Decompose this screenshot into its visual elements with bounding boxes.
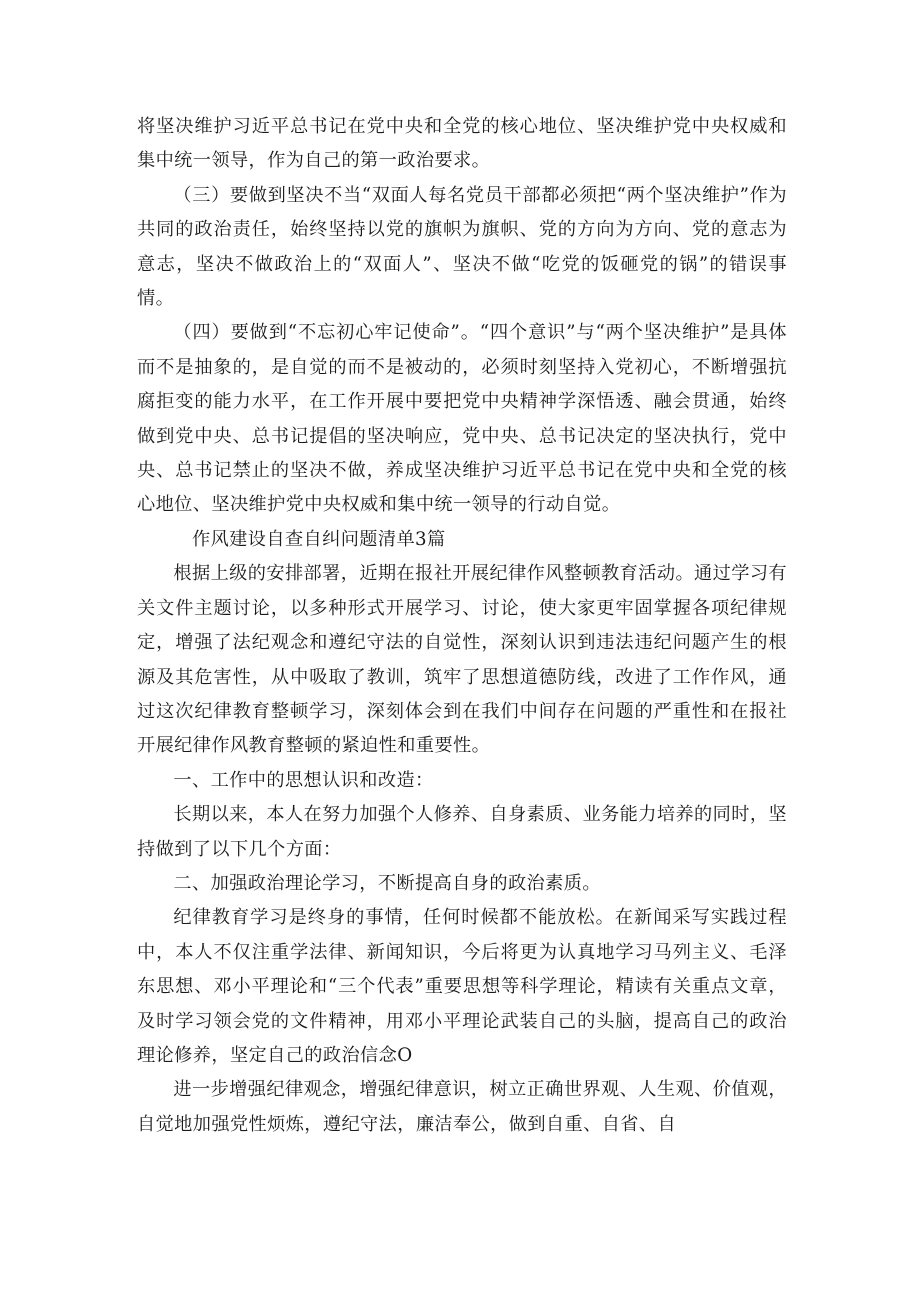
paragraph-2: （三）要做到坚决不当“双面人每名党员干部都必须把“两个坚决维护”作为共同的政治责任，始终坚持以党的旗帜为旗帜、党的方向为方向、党的意志为意志，坚决不做政治上的“双面人”、坚决不做“吃党的饭砸党的锅”的错误事情。 xyxy=(137,184,787,310)
paragraph-6: 长期以来，本人在努力加强个人修养、自身素质、业务能力培养的同时，坚持做到了以下几个方面： xyxy=(137,804,787,860)
paragraph-5: 一、工作中的思想认识和改造： xyxy=(173,769,434,791)
paragraph-3: （四）要做到“不忘初心牢记使命”。“四个意识”与“两个坚决维护”是具体而不是抽象的，是自觉的而不是被动的，必须时刻坚持入党初心，不断增强抗腐拒变的能力水平，在工作开展中要把党中央精神学深悟透、融会贯通，始终做到党中央、总书记提倡的坚决响应，党中央、总书记决定的坚决执行，党中央、总书记禁止的坚决不做，养成坚决维护习近平总书记在党中央和全党的核心地位、坚决维护党中央权威和集中统一领导的行动自觉。 xyxy=(137,322,787,516)
paragraph-1: 将坚决维护习近平总书记在党中央和全党的核心地位、坚决维护党中央权威和集中统一领导，作为自己的第一政治要求。 xyxy=(137,116,787,172)
document-page xyxy=(137,0,787,1142)
paragraph-4: 根据上级的安排部署，近期在报社开展纪律作风整顿教育活动。通过学习有关文件主题讨论，以多种形式开展学习、讨论，使大家更牢固掌握各项纪律规定，增强了法纪观念和遵纪守法的自觉性，深刻认识到违法违纪问题产生的根源及其危害性，从中吸取了教训，筑牢了思想道德防线，改进了工作作风，通过这次纪律教育整顿学习，深刻体会到在我们中间存在问题的严重性和在报社开展纪律作风教育整顿的紧迫性和重要性。 xyxy=(137,563,787,757)
section-heading: 作风建设自查自纠问题清单3篇 xyxy=(192,528,446,550)
paragraph-8: 纪律教育学习是终身的事情，任何时候都不能放松。在新闻采写实践过程中，本人不仅注重学法律、新闻知识，今后将更为认真地学习马列主义、毛泽东思想、邓小平理论和“三个代表”重要思想等科学理论，精读有关重点文章，及时学习领会党的文件精神，用邓小平理论武装自己的头脑，提高自己的政治理论修养，坚定自己的政治信念O xyxy=(137,907,787,1066)
paragraph-9: 进一步增强纪律观念，增强纪律意识，树立正确世界观、人生观、价值观，自觉地加强党性烦炼，遵纪守法，廉洁奉公，做到自重、自省、自 xyxy=(137,1079,787,1135)
paragraph-7: 二、加强政治理论学习，不断提高自身的政治素质。 xyxy=(173,872,601,894)
